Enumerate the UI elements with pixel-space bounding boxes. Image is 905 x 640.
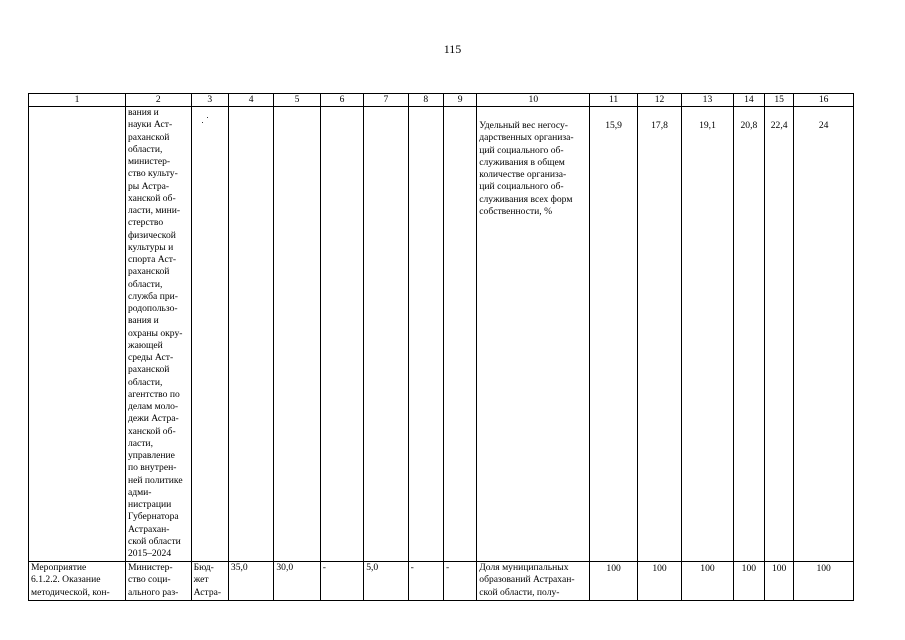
column-header-9: 9 (443, 94, 476, 107)
column-header-3: 3 (191, 94, 228, 107)
column-header-5: 5 (274, 94, 320, 107)
row1-col7 (364, 107, 408, 562)
row1-indicator: Удельный вес негосу- дарственных организа- ций социального об- служивания в общем количестве организа- ций социального об- служивания всех форм собственности, % (477, 107, 590, 562)
column-number-row (29, 94, 854, 107)
row1-value-16: 24 (794, 107, 854, 562)
table-row (29, 107, 854, 562)
row2-value-9: - (443, 562, 476, 601)
column-header-11: 11 (590, 94, 637, 107)
row1-col9 (443, 107, 476, 562)
row1-value-13: 19,1 (682, 107, 733, 562)
column-header-15: 15 (765, 94, 794, 107)
row2-value-12: 100 (637, 562, 681, 601)
column-header-16: 16 (794, 94, 854, 107)
column-header-2: 2 (125, 94, 191, 107)
program-table (28, 93, 854, 601)
column-header-14: 14 (733, 94, 764, 107)
row2-value-16: 100 (794, 562, 854, 601)
row2-value-15: 100 (765, 562, 794, 601)
column-header-10: 10 (477, 94, 590, 107)
row1-value-14: 20,8 (733, 107, 764, 562)
row1-col6 (320, 107, 363, 562)
row2-value-13: 100 (682, 562, 733, 601)
row1-col1 (29, 107, 126, 562)
row1-col5 (274, 107, 320, 562)
scan-mark (202, 122, 203, 123)
column-header-13: 13 (682, 94, 733, 107)
page-number: 115 (443, 42, 462, 56)
row2-value-5: 30,0 (274, 562, 320, 601)
row1-responsible-executors: вания и науки Аст- раханской области, министер- ство культу- ры Астра- ханской об- ласти, мини- стерство физической культуры и спорта Аст- раханской области, служба при- родопользо- вания и охраны окру- жающей среды Аст- раханской области, агентство по делам моло- дежи Астра- ханской об- ласти, управление по внутрен- ней политике адми- нистрации Губернатора Астрахан- ской области 2015–2024 (125, 107, 191, 562)
row1-value-11: 15,9 (590, 107, 637, 562)
row2-measure: Мероприятие 6.1.2.2. Оказание методической, кон- (29, 562, 126, 601)
column-header-8: 8 (408, 94, 443, 107)
column-header-4: 4 (228, 94, 273, 107)
column-header-7: 7 (364, 94, 408, 107)
row1-value-12: 17,8 (637, 107, 681, 562)
row2-value-8: - (408, 562, 443, 601)
row2-value-4: 35,0 (228, 562, 273, 601)
table-row (29, 562, 854, 601)
row1-col8 (408, 107, 443, 562)
row2-value-14: 100 (733, 562, 764, 601)
row2-value-7: 5,0 (364, 562, 408, 601)
scan-mark (207, 117, 208, 118)
row2-value-6: - (320, 562, 363, 601)
column-header-6: 6 (320, 94, 363, 107)
row1-col4 (228, 107, 273, 562)
row2-indicator: Доля муниципальных образований Астрахан- ской области, полу- (477, 562, 590, 601)
row2-value-11: 100 (590, 562, 637, 601)
column-header-1: 1 (29, 94, 126, 107)
row2-responsible-executor: Министер- ство соци- ального раз- (125, 562, 191, 601)
row2-funding-source: Бюд- жет Астра- (191, 562, 228, 601)
row1-col3 (191, 107, 228, 562)
column-header-12: 12 (637, 94, 681, 107)
row1-value-15: 22,4 (765, 107, 794, 562)
